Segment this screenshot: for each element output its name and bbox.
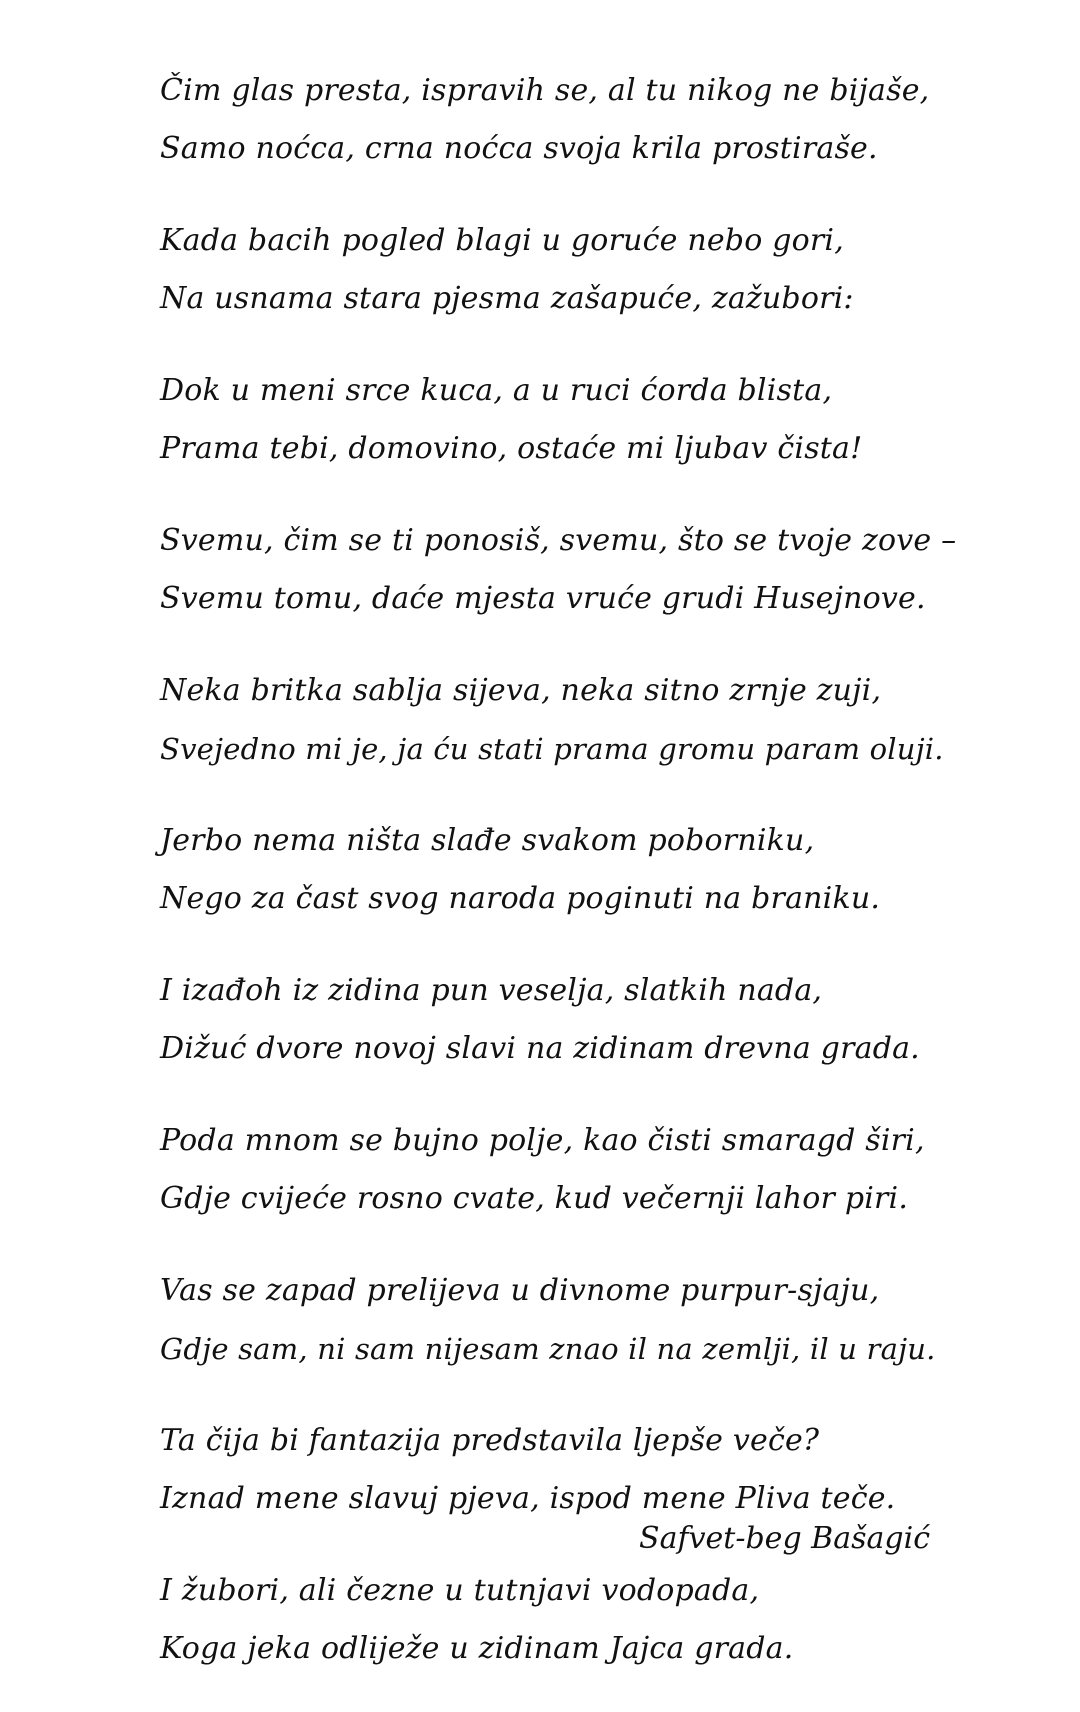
poem-line: Koga jeka odliježe u zidinam Jajca grada. [160, 1631, 794, 1666]
stanza-2 [160, 212, 960, 328]
author-signature: Safvet-beg Bašagić [639, 1521, 930, 1556]
poem-line: I izađoh iz zidina pun veselja, slatkih nada, [160, 973, 823, 1008]
poem-line: Iznad mene slavuj pjeva, ispod mene Pliva teče. [160, 1481, 896, 1516]
poem-line: Dok u meni srce kuca, a u ruci ćorda blista, [160, 373, 833, 408]
poem-body [160, 62, 960, 1712]
poem-line: Neka britka sablja sijeva, neka sitno zrnje zuji, [160, 673, 882, 708]
stanza-9 [160, 1262, 960, 1378]
poem-line: Gdje cvijeće rosno cvate, kud večernji lahor piri. [160, 1181, 909, 1216]
poem-line: Prama tebi, domovino, ostaće mi ljubav čista! [160, 431, 863, 466]
stanza-1 [160, 62, 960, 178]
stanza-7 [160, 962, 960, 1078]
stanza-5 [160, 662, 960, 778]
poem-line: Na usnama stara pjesma zašapuće, zažubori: [160, 281, 854, 316]
poem-line: Svemu, čim se ti ponosiš, svemu, što se tvoje zove – [160, 523, 957, 558]
poem-line: Čim glas presta, ispravih se, al tu nikog ne bijaše, [160, 73, 930, 108]
poem-line: Vas se zapad prelijeva u divnome purpur-sjaju, [160, 1273, 880, 1308]
poem-line: Ta čija bi fantazija predstavila ljepše veče? [160, 1423, 820, 1458]
poem-line: Dižuć dvore novoj slavi na zidinam drevna grada. [160, 1031, 920, 1066]
poem-line: Svejedno mi je, ja ću stati prama gromu param oluji. [160, 732, 944, 766]
stanza-8 [160, 1112, 960, 1228]
stanza-4 [160, 512, 960, 628]
poem-line: Kada bacih pogled blagi u goruće nebo gori, [160, 223, 844, 258]
stanza-3 [160, 362, 960, 478]
poem-line: Gdje sam, ni sam nijesam znao il na zemlji, il u raju. [160, 1332, 936, 1366]
poem-line: I žubori, ali čezne u tutnjavi vodopada, [160, 1573, 760, 1608]
poem-line: Svemu tomu, daće mjesta vruće grudi Husejnove. [160, 581, 926, 616]
poem-line: Samo noćca, crna noćca svoja krila prostiraše. [160, 131, 878, 166]
stanza-6 [160, 812, 960, 928]
poem-line: Nego za čast svog naroda poginuti na braniku. [160, 881, 881, 916]
poem-line: Jerbo nema ništa slađe svakom poborniku, [160, 823, 815, 858]
stanza-11 [160, 1562, 960, 1678]
poem-line: Poda mnom se bujno polje, kao čisti smaragd širi, [160, 1123, 925, 1158]
